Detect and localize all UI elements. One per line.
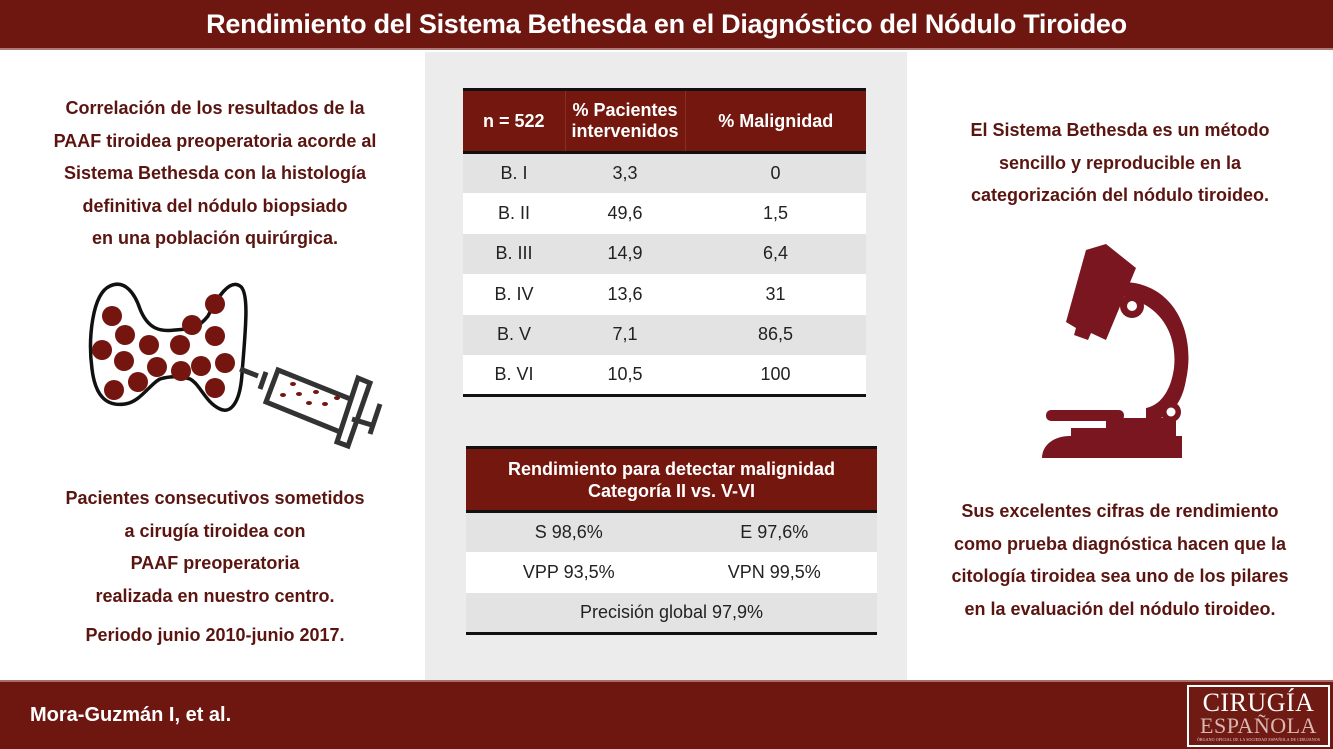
malignancy-cell: 1,5 — [763, 202, 789, 223]
text-line: citología tiroidea sea uno de los pilares — [951, 566, 1289, 586]
column-header-patients-operated: % Pacientes intervenidos — [565, 90, 685, 153]
table-row — [463, 234, 866, 275]
table-header-row — [466, 448, 877, 512]
study-description — [20, 92, 410, 255]
performance-header — [466, 448, 877, 512]
table-row — [463, 193, 866, 234]
journal-logo — [1187, 685, 1330, 747]
text-line: en la evaluación del nódulo tiroideo. — [964, 598, 1276, 619]
thyroid-icon — [91, 284, 246, 410]
logo-subtitle: ESPAÑOLA — [1200, 713, 1317, 738]
text-line: Periodo junio 2010-junio 2017. — [85, 625, 345, 645]
category-cell: B. IV — [494, 283, 534, 304]
category-cell: B. II — [497, 202, 530, 223]
patients-cell: 14,9 — [607, 243, 643, 264]
ppv-cell: VPP 93,5% — [522, 561, 615, 582]
accuracy-cell: Precisión global 97,9% — [579, 601, 764, 622]
malignancy-cell: 31 — [765, 283, 786, 304]
column-header-malignancy: % Malignidad — [685, 90, 866, 153]
microscope-icon — [1036, 240, 1196, 460]
patients-cell: 7,1 — [612, 324, 638, 345]
text-line: realizada en nuestro centro. — [95, 585, 335, 606]
category-cell: B. V — [496, 324, 531, 345]
category-cell: B. I — [500, 163, 528, 183]
diagnostic-performance-table — [466, 446, 877, 635]
conclusion — [925, 495, 1315, 625]
thyroid-syringe-icon — [80, 274, 390, 454]
text-line: Sistema Bethesda con la histología — [63, 163, 367, 183]
page-title: Rendimiento del Sistema Bethesda en el Diagnóstico del Nódulo Tiroideo — [206, 8, 1127, 39]
text-line: PAAF tiroidea preoperatoria acorde al — [53, 130, 377, 151]
logo-title: CIRUGÍA — [1202, 688, 1315, 717]
text-line: en una población quirúrgica. — [91, 228, 339, 248]
malignancy-cell: 6,4 — [763, 243, 789, 264]
sensitivity-cell: S 98,6% — [534, 522, 603, 542]
text-line: categorización del nódulo tiroideo. — [970, 185, 1270, 205]
malignancy-cell: 86,5 — [757, 324, 794, 345]
table-row — [466, 552, 877, 593]
patients-cell: 13,6 — [607, 283, 643, 304]
table-row — [466, 593, 877, 634]
patients-cell: 3,3 — [612, 163, 638, 183]
authors: Mora-Guzmán I, et al. — [30, 704, 232, 726]
method-summary — [925, 114, 1315, 212]
table-row — [463, 274, 866, 315]
table-row — [463, 315, 866, 356]
category-cell: B. VI — [494, 364, 534, 384]
text-line: El Sistema Bethesda es un método — [970, 120, 1270, 140]
text-line: sencillo y reproducible en la — [998, 152, 1242, 173]
bethesda-category-table — [463, 88, 866, 397]
table-header-row — [463, 90, 866, 153]
malignancy-cell: 100 — [760, 364, 791, 384]
patients-cell: 49,6 — [607, 202, 643, 223]
text-line: Sus excelentes cifras de rendimiento — [961, 501, 1279, 521]
page-header — [0, 0, 1333, 50]
patient-cohort-description — [20, 482, 410, 612]
malignancy-cell: 0 — [770, 163, 781, 183]
study-period — [20, 619, 410, 652]
table-row — [463, 355, 866, 396]
text-line: Pacientes consecutivos sometidos — [65, 488, 365, 508]
table-row — [466, 512, 877, 553]
patients-cell: 10,5 — [607, 364, 643, 384]
text-line: como prueba diagnóstica hacen que la — [953, 533, 1287, 554]
column-header-sample-size: n = 522 — [482, 110, 545, 131]
performance-header-line2: Categoría II vs. V-VI — [587, 480, 756, 501]
text-line: Correlación de los resultados de la — [65, 98, 365, 118]
text-line: a cirugía tiroidea con — [124, 520, 306, 541]
npv-cell: VPN 99,5% — [727, 561, 821, 582]
logo-tagline: ÓRGANO OFICIAL DE LA SOCIEDAD ESPAÑOLA DE CIRUJANOS — [1196, 737, 1321, 742]
category-cell: B. III — [495, 243, 533, 264]
syringe-icon — [240, 369, 380, 446]
table-row — [463, 153, 866, 194]
specificity-cell: E 97,6% — [740, 522, 809, 542]
text-line: PAAF preoperatoria — [130, 553, 300, 573]
page-footer — [0, 680, 1333, 749]
text-line: definitiva del nódulo biopsiado — [82, 195, 348, 216]
performance-header-line1: Rendimiento para detectar malignidad — [507, 458, 836, 479]
